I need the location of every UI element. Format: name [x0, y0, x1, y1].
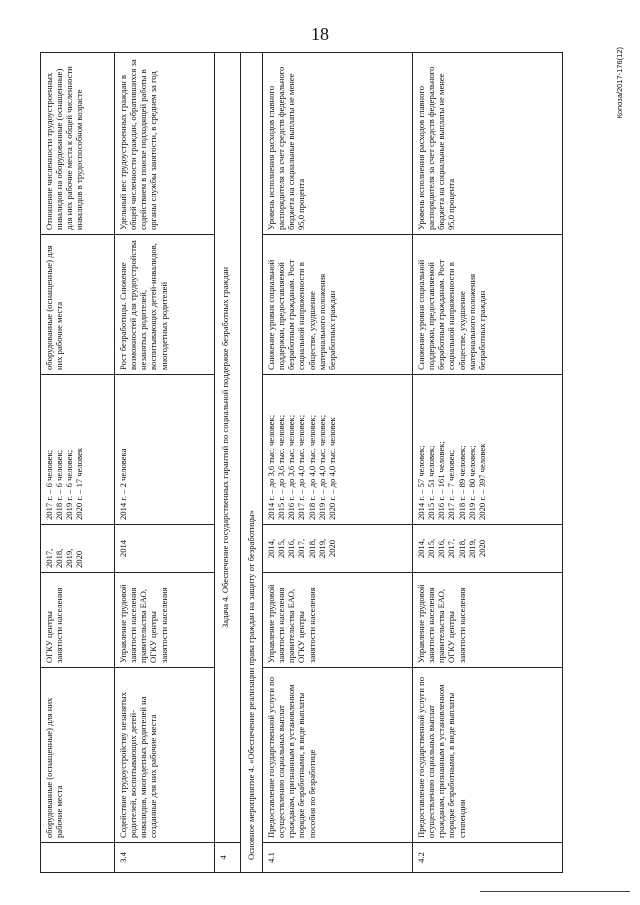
- cell-num: 4.2: [413, 843, 563, 873]
- cell-num: 4.1: [263, 843, 413, 873]
- document-code: Копоза/2017-176(12): [615, 47, 624, 119]
- rotated-table-container: [40, 47, 624, 873]
- cell-num: 3.4: [115, 843, 215, 873]
- measure-heading: Основное мероприятие 4. «Обеспечение реализации права граждан на защиту от безработицы»: [241, 53, 263, 873]
- cell-executor: ОГКУ центры занятости населения: [41, 573, 115, 668]
- cell-result: 2017 г. – 6 человек; 2018 г. – 6 человек; 2019 г. – 6 человек; 2020 г. – 17 человек: [41, 375, 115, 525]
- cell-consequence: Снижение уровня социальной поддержки, предоставляемой безработным гражданам. Рост социальной напряженности в обществе, ухудшение материального положения безработных граждан: [413, 235, 563, 375]
- measures-table: [40, 52, 563, 873]
- cell-consequence: Снижение уровня социальной поддержки, предоставляемой безработным гражданам. Рост социальной напряженности в обществе, ухудшение материального положения безработных граждан: [263, 235, 413, 375]
- page-number: 18: [311, 24, 329, 44]
- cell-name: Предоставление государственной услуги по осуществлению социальных выплат гражданам, признанным в установленном порядке безработными, в виде выплаты стипендии: [413, 668, 563, 843]
- cell-years: 2014, 2015, 2016, 2017, 2018, 2019, 2020: [413, 525, 563, 573]
- table-row: [413, 53, 563, 873]
- cell-result: 2014 г. – 57 человек; 2015 г. – 51 человек; 2016 г. – 161 человек; 2017 г. – 7 человек; 2018 г. – 89 человек; 2019 г. – 80 человек; 2020 г. – 397 человек: [413, 375, 563, 525]
- table-row: [41, 53, 115, 873]
- cell-result: 2014 г. – до 3,6 тыс. человек; 2015 г. – до 3,6 тыс. человек; 2016 г. – до 3,6 тыс. человек; 2017 г. – до 4,0 тыс. человек; 2018 г. – до 4,0 тыс. человек; 2019 г. – до 4,0 тыс. человек; 2020 г. – до 4,0 тыс. человек: [263, 375, 413, 525]
- cell-num: [41, 843, 115, 873]
- task-heading: Задача 4. Обеспечение государственных гарантий по социальной поддержке безработных граждан: [215, 53, 241, 843]
- cell-indicator: Уровень исполнения расходов главного распорядителя за счет средств федерального бюджета на социальные выплаты не менее 95,0 процента: [413, 53, 563, 235]
- cell-indicator: Удельный вес трудоустроенных граждан в общей численности граждан, обратившихся за содействием в поиске подходящей работы в органы службы занятости, в среднем за год: [115, 53, 215, 235]
- table-row: [115, 53, 215, 873]
- cell-result: 2014 г. – 2 человека: [115, 375, 215, 525]
- cell-indicator: Уровень исполнения расходов главного распорядителя за счет средств федерального бюджета на социальные выплаты не менее 95,0 процента: [263, 53, 413, 235]
- cell-executor: Управление трудовой занятости населения правительства ЕАО, ОГКУ центры занятости населения: [115, 573, 215, 668]
- cell-executor: Управление трудовой занятости населения правительства ЕАО, ОГКУ центры занятости населения: [263, 573, 413, 668]
- cell-num: 4: [215, 843, 241, 873]
- cell-executor: Управление трудовой занятости населения правительства ЕАО, ОГКУ центры занятости населения: [413, 573, 563, 668]
- cell-years: 2014, 2015, 2016, 2017, 2018, 2019, 2020: [263, 525, 413, 573]
- table-row: [263, 53, 413, 873]
- table-row: [241, 53, 263, 873]
- cell-name: Содействие трудоустройству незанятых родителей, воспитывающих детей-инвалидов, многодетных родителей на созданные для них рабочие места: [115, 668, 215, 843]
- table-row: [215, 53, 241, 873]
- cell-consequence: оборудованные (оснащенные) для них рабочие места: [41, 235, 115, 375]
- cell-years: 2014: [115, 525, 215, 573]
- footer-divider: [480, 891, 630, 892]
- cell-name: оборудованные (оснащенные) для них рабочие места: [41, 668, 115, 843]
- cell-name: Предоставление государственной услуги по осуществлению социальных выплат гражданам, признанным в установленном порядке безработными, в виде выплаты пособия по безработице: [263, 668, 413, 843]
- cell-indicator: Отношение численности трудоустроенных инвалидов на оборудованные (оснащенные) для них рабочие места к общей численности инвалидов в трудоспособном возрасте: [41, 53, 115, 235]
- cell-years: 2017, 2018, 2019, 2020: [41, 525, 115, 573]
- cell-consequence: Рост безработицы. Снижение возможностей для трудоустройства незанятых родителей, воспитывающих детей-инвалидов, многодетных родителей: [115, 235, 215, 375]
